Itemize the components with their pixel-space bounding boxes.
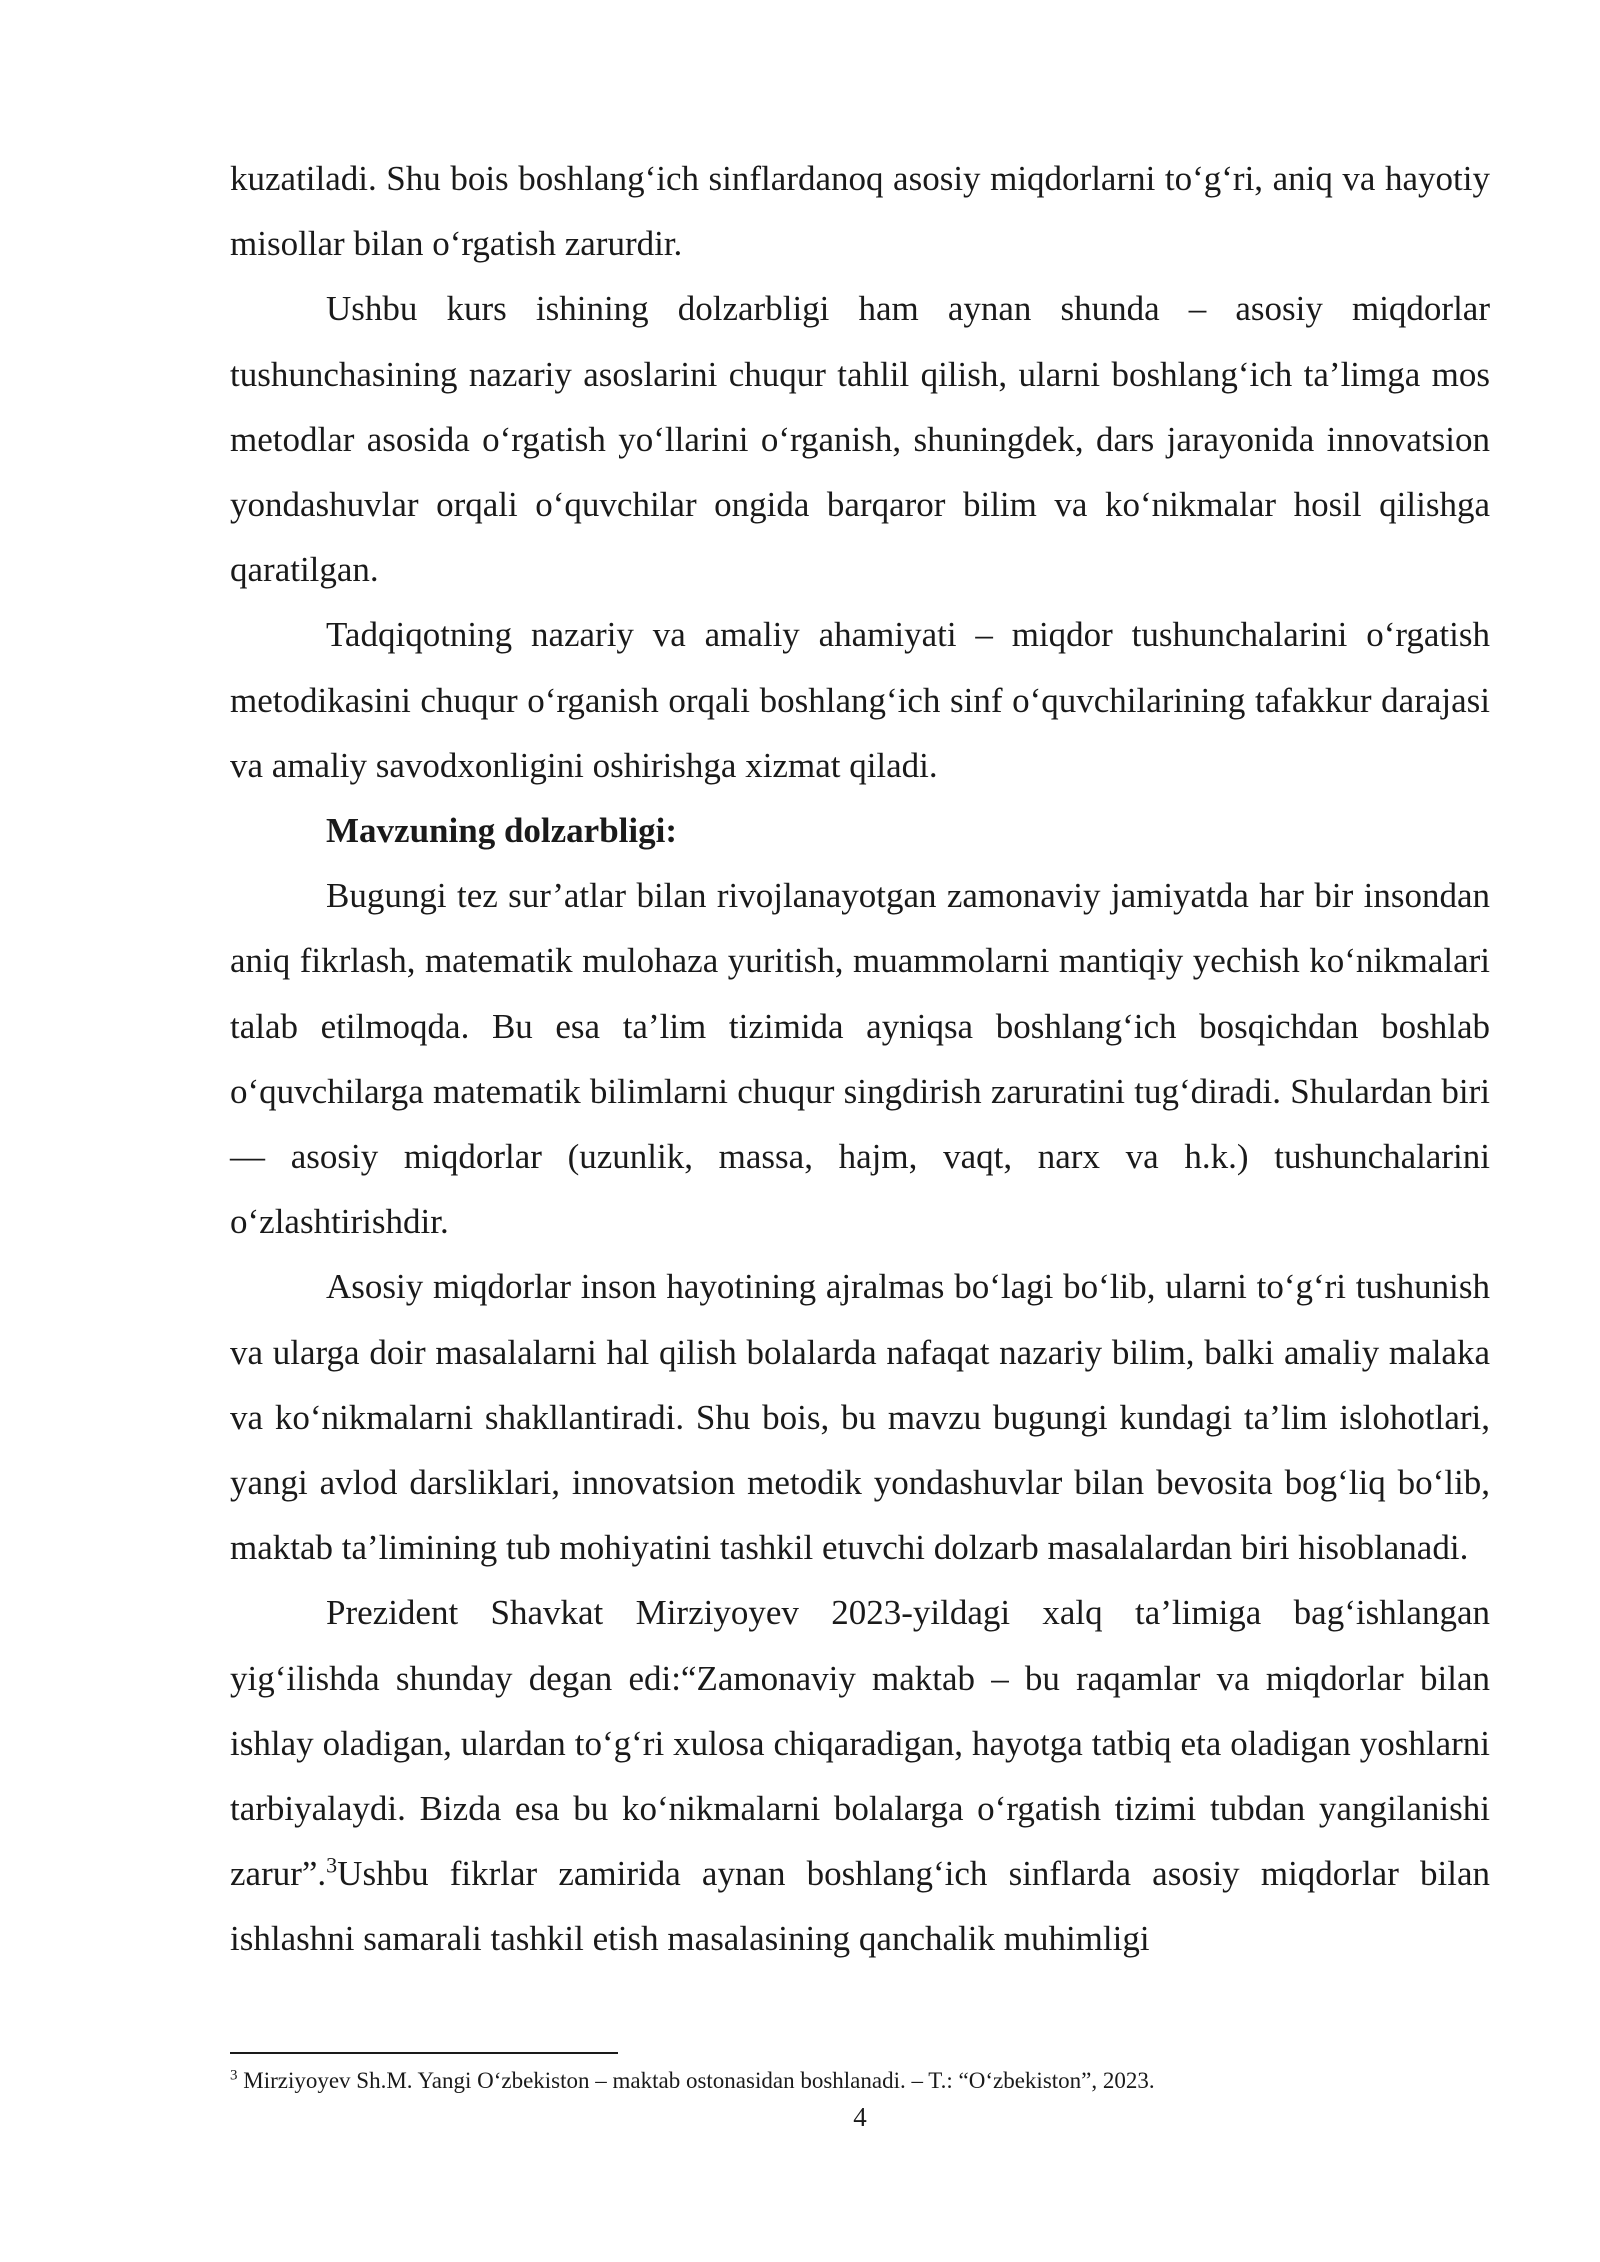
page-number: 4	[853, 2102, 867, 2132]
paragraph-3: Tadqiqotning nazariy va amaliy ahamiyati – miqdor tushunchalarini o‘rgatish metodikasini chuqur o‘rganish orqali boshlang‘ich sinf o‘quvchilarining tafakkur darajasi va amaliy savodxonligini oshirishga xizmat qiladi.	[230, 615, 1490, 785]
footnote-text: Mirziyoyev Sh.M. Yangi O‘zbekiston – maktab ostonasidan boshlanadi. – T.: “O‘zbekiston”, 2023.	[237, 2068, 1155, 2093]
paragraph-1: kuzatiladi. Shu bois boshlang‘ich sinflardanoq asosiy miqdorlarni to‘g‘ri, aniq va hayotiy misollar bilan o‘rgatish zarurdir.	[230, 159, 1490, 264]
paragraph-6	[230, 1580, 1490, 1971]
footnote	[230, 2066, 1490, 2096]
paragraph-2: Ushbu kurs ishining dolzarbligi ham aynan shunda – asosiy miqdorlar tushunchasining nazariy asoslarini chuqur tahlil qilish, ularni boshlang‘ich ta’limga mos metodlar asosida o‘rgatish yo‘llarini o‘rganish, shuningdek, dars jarayonida innovatsion yondashuvlar orqali o‘quvchilar ongida barqaror bilim va ko‘nikmalar hosil qilishga qaratilgan.	[230, 289, 1490, 590]
paragraph-6-text-end: Ushbu fikrlar zamirida aynan boshlang‘ich sinflarda asosiy miqdorlar bilan ishlashni samarali tashkil etish masalasining qanchalik muhimligi	[230, 1854, 1490, 1959]
footnote-separator	[230, 2052, 618, 2054]
paragraph-4: Bugungi tez sur’atlar bilan rivojlanayotgan zamonaviy jamiyatda har bir insondan aniq fikrlash, matematik mulohaza yuritish, muammolarni mantiqiy yechish ko‘nikmalari talab etilmoqda. Bu esa ta’lim tizimida ayniqsa boshlang‘ich bosqichdan boshlab o‘quvchilarga matematik bilimlarni chuqur singdirish zaruratini tug‘diradi. Shulardan biri — asosiy miqdorlar (uzunlik, massa, hajm, vaqt, narx va h.k.) tushunchalarini o‘zlashtirishdir.	[230, 876, 1490, 1242]
footnote-reference[interactable]: 3	[326, 1852, 338, 1878]
footnote-mark: 3	[230, 2067, 238, 2084]
paragraph-5: Asosiy miqdorlar inson hayotining ajralmas bo‘lagi bo‘lib, ularni to‘g‘ri tushunish va ularga doir masalalarni hal qilish bolalarda nafaqat nazariy bilim, balki amaliy malaka va ko‘nikmalarni shakllantiradi. Shu bois, bu mavzu bugungi kundagi ta’lim islohotlari, yangi avlod darsliklari, innovatsion metodik yondashuvlar bilan bevosita bog‘liq bo‘lib, maktab ta’limining tub mohiyatini tashkil etuvchi dolzarb masalalardan biri hisoblanadi.	[230, 1267, 1490, 1568]
paragraph-6-text-start: Prezident Shavkat Mirziyoyev 2023-yildagi xalq ta’limiga bag‘ishlangan yig‘ilishda shunday degan edi:“Zamonaviy maktab – bu raqamlar va miqdorlar bilan ishlay oladigan, ulardan to‘g‘ri xulosa chiqaradigan, hayotga tatbiq eta oladigan yoshlarni tarbiyalaydi. Bizda esa bu ko‘nikmalarni bolalarga o‘rgatish tizimi tubdan yangilanishi zarur”.	[230, 1593, 1490, 1894]
section-heading: Mavzuning dolzarbligi:	[326, 811, 677, 851]
body-text	[230, 146, 1490, 1972]
